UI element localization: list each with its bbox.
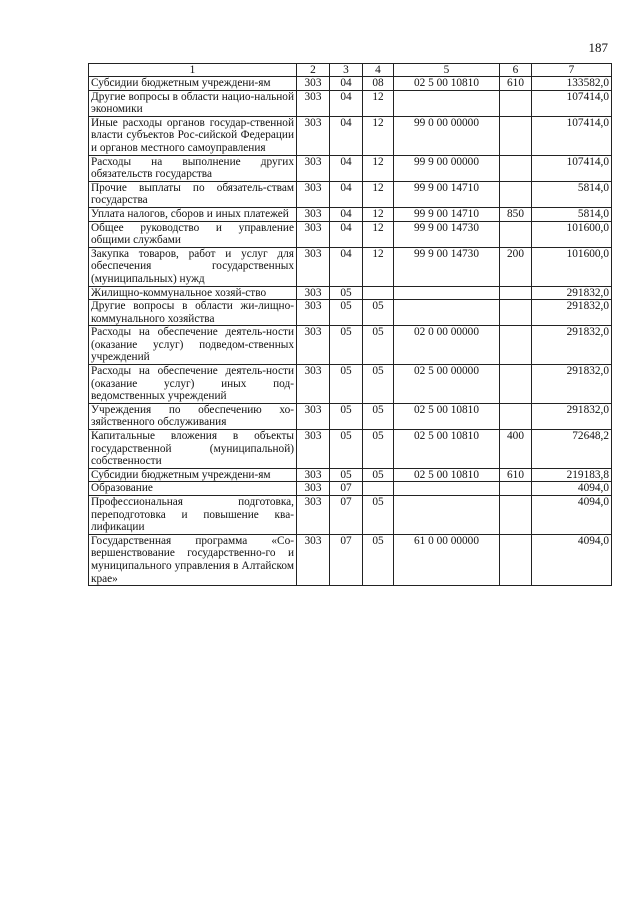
row-name-cell: Жилищно-коммунальное хозяй-ство — [89, 286, 297, 300]
department-code-cell: 303 — [297, 155, 330, 181]
target-article-cell: 02 5 00 10810 — [394, 77, 500, 91]
department-code-cell: 303 — [297, 430, 330, 469]
subsection-code-cell: 12 — [363, 247, 394, 286]
table-row — [89, 207, 612, 221]
amount-cell: 4094,0 — [532, 482, 612, 496]
column-header: 2 — [297, 64, 330, 77]
department-code-cell: 303 — [297, 496, 330, 535]
department-code-cell: 303 — [297, 534, 330, 585]
subsection-code-cell: 05 — [363, 534, 394, 585]
row-name-cell: Расходы на выполнение других обязательств государства — [89, 155, 297, 181]
amount-cell: 101600,0 — [532, 221, 612, 247]
target-article-cell: 99 9 00 14710 — [394, 181, 500, 207]
expense-type-cell — [500, 326, 532, 365]
row-name-cell: Учреждения по обеспечению хо-зяйственного обслуживания — [89, 403, 297, 429]
amount-cell: 5814,0 — [532, 181, 612, 207]
section-code-cell: 04 — [330, 116, 363, 155]
department-code-cell: 303 — [297, 482, 330, 496]
subsection-code-cell — [363, 286, 394, 300]
expense-type-cell: 400 — [500, 430, 532, 469]
subsection-code-cell: 05 — [363, 430, 394, 469]
target-article-cell — [394, 496, 500, 535]
expense-type-cell — [500, 365, 532, 404]
section-code-cell: 05 — [330, 430, 363, 469]
expense-type-cell — [500, 181, 532, 207]
target-article-cell: 99 9 00 14730 — [394, 221, 500, 247]
expense-type-cell: 850 — [500, 207, 532, 221]
column-header: 4 — [363, 64, 394, 77]
row-name-cell: Иные расходы органов государ-ственной власти субъектов Рос-сийской Федерации и органов местного самоуправления — [89, 116, 297, 155]
expense-type-cell — [500, 534, 532, 585]
subsection-code-cell: 05 — [363, 403, 394, 429]
section-code-cell: 04 — [330, 77, 363, 91]
row-name-cell: Другие вопросы в области нацио-нальной экономики — [89, 90, 297, 116]
table-row — [89, 496, 612, 535]
subsection-code-cell: 05 — [363, 300, 394, 326]
department-code-cell: 303 — [297, 90, 330, 116]
column-header: 1 — [89, 64, 297, 77]
table-row — [89, 430, 612, 469]
department-code-cell: 303 — [297, 116, 330, 155]
table-row — [89, 286, 612, 300]
row-name-cell: Расходы на обеспечение деятель-ности (оказание услуг) подведом-ственных учреждений — [89, 326, 297, 365]
amount-cell: 4094,0 — [532, 496, 612, 535]
subsection-code-cell: 12 — [363, 116, 394, 155]
department-code-cell: 303 — [297, 468, 330, 482]
target-article-cell: 99 9 00 14710 — [394, 207, 500, 221]
target-article-cell — [394, 90, 500, 116]
department-code-cell: 303 — [297, 365, 330, 404]
row-name-cell: Образование — [89, 482, 297, 496]
row-name-cell: Субсидии бюджетным учреждени-ям — [89, 77, 297, 91]
department-code-cell: 303 — [297, 286, 330, 300]
subsection-code-cell: 05 — [363, 468, 394, 482]
amount-cell: 291832,0 — [532, 326, 612, 365]
section-code-cell: 05 — [330, 403, 363, 429]
section-code-cell: 04 — [330, 247, 363, 286]
subsection-code-cell: 12 — [363, 155, 394, 181]
target-article-cell: 02 0 00 00000 — [394, 326, 500, 365]
expense-type-cell — [500, 90, 532, 116]
amount-cell: 291832,0 — [532, 403, 612, 429]
department-code-cell: 303 — [297, 326, 330, 365]
expense-type-cell — [500, 286, 532, 300]
table-row — [89, 482, 612, 496]
amount-cell: 291832,0 — [532, 286, 612, 300]
row-name-cell: Закупка товаров, работ и услуг для обеспечения государственных (муниципальных) нужд — [89, 247, 297, 286]
table-row — [89, 403, 612, 429]
expense-type-cell: 610 — [500, 468, 532, 482]
table-row — [89, 326, 612, 365]
section-code-cell: 07 — [330, 534, 363, 585]
subsection-code-cell: 05 — [363, 496, 394, 535]
column-header: 7 — [532, 64, 612, 77]
page-number: 187 — [588, 40, 608, 55]
row-name-cell: Расходы на обеспечение деятель-ности (оказание услуг) иных под-ведомственных учреждений — [89, 365, 297, 404]
target-article-cell — [394, 286, 500, 300]
table-row — [89, 181, 612, 207]
section-code-cell: 05 — [330, 326, 363, 365]
target-article-cell — [394, 482, 500, 496]
amount-cell: 219183,8 — [532, 468, 612, 482]
target-article-cell: 99 9 00 14730 — [394, 247, 500, 286]
department-code-cell: 303 — [297, 77, 330, 91]
amount-cell: 4094,0 — [532, 534, 612, 585]
amount-cell: 72648,2 — [532, 430, 612, 469]
table-row — [89, 155, 612, 181]
department-code-cell: 303 — [297, 247, 330, 286]
table-row — [89, 77, 612, 91]
budget-table — [88, 63, 612, 586]
target-article-cell — [394, 300, 500, 326]
section-code-cell: 05 — [330, 468, 363, 482]
subsection-code-cell: 12 — [363, 221, 394, 247]
expense-type-cell — [500, 300, 532, 326]
section-code-cell: 04 — [330, 155, 363, 181]
section-code-cell: 05 — [330, 300, 363, 326]
row-name-cell: Государственная программа «Со-вершенствование государственно-го и муниципального управления в Алтайском крае» — [89, 534, 297, 585]
amount-cell: 133582,0 — [532, 77, 612, 91]
table-row — [89, 116, 612, 155]
department-code-cell: 303 — [297, 300, 330, 326]
amount-cell: 5814,0 — [532, 207, 612, 221]
subsection-code-cell: 05 — [363, 365, 394, 404]
target-article-cell: 61 0 00 00000 — [394, 534, 500, 585]
expense-type-cell — [500, 403, 532, 429]
section-code-cell: 07 — [330, 496, 363, 535]
table-header-row — [89, 64, 612, 77]
section-code-cell: 04 — [330, 90, 363, 116]
amount-cell: 107414,0 — [532, 90, 612, 116]
expense-type-cell — [500, 221, 532, 247]
expense-type-cell — [500, 482, 532, 496]
row-name-cell: Другие вопросы в области жи-лищно-коммунального хозяйства — [89, 300, 297, 326]
column-header: 5 — [394, 64, 500, 77]
amount-cell: 291832,0 — [532, 365, 612, 404]
target-article-cell: 99 9 00 00000 — [394, 155, 500, 181]
subsection-code-cell: 12 — [363, 181, 394, 207]
department-code-cell: 303 — [297, 403, 330, 429]
row-name-cell: Уплата налогов, сборов и иных платежей — [89, 207, 297, 221]
subsection-code-cell: 05 — [363, 326, 394, 365]
row-name-cell: Субсидии бюджетным учреждени-ям — [89, 468, 297, 482]
row-name-cell: Профессиональная подготовка, переподготовка и повышение ква-лификации — [89, 496, 297, 535]
expense-type-cell: 200 — [500, 247, 532, 286]
department-code-cell: 303 — [297, 181, 330, 207]
subsection-code-cell: 08 — [363, 77, 394, 91]
target-article-cell: 02 5 00 10810 — [394, 430, 500, 469]
amount-cell: 107414,0 — [532, 155, 612, 181]
column-header: 6 — [500, 64, 532, 77]
target-article-cell: 99 0 00 00000 — [394, 116, 500, 155]
target-article-cell: 02 5 00 10810 — [394, 403, 500, 429]
table-row — [89, 247, 612, 286]
row-name-cell: Общее руководство и управление общими службами — [89, 221, 297, 247]
table-row — [89, 468, 612, 482]
row-name-cell: Капитальные вложения в объекты государственной (муниципальной) собственности — [89, 430, 297, 469]
amount-cell: 107414,0 — [532, 116, 612, 155]
target-article-cell: 02 5 00 10810 — [394, 468, 500, 482]
expense-type-cell — [500, 496, 532, 535]
expense-type-cell: 610 — [500, 77, 532, 91]
table-row — [89, 300, 612, 326]
section-code-cell: 04 — [330, 207, 363, 221]
section-code-cell: 05 — [330, 286, 363, 300]
subsection-code-cell: 12 — [363, 90, 394, 116]
table-row — [89, 221, 612, 247]
department-code-cell: 303 — [297, 221, 330, 247]
section-code-cell: 04 — [330, 181, 363, 207]
subsection-code-cell — [363, 482, 394, 496]
amount-cell: 101600,0 — [532, 247, 612, 286]
table-row — [89, 90, 612, 116]
section-code-cell: 07 — [330, 482, 363, 496]
section-code-cell: 05 — [330, 365, 363, 404]
amount-cell: 291832,0 — [532, 300, 612, 326]
section-code-cell: 04 — [330, 221, 363, 247]
subsection-code-cell: 12 — [363, 207, 394, 221]
table-row — [89, 365, 612, 404]
row-name-cell: Прочие выплаты по обязатель-ствам государства — [89, 181, 297, 207]
table-row — [89, 534, 612, 585]
department-code-cell: 303 — [297, 207, 330, 221]
expense-type-cell — [500, 155, 532, 181]
column-header: 3 — [330, 64, 363, 77]
expense-type-cell — [500, 116, 532, 155]
target-article-cell: 02 5 00 00000 — [394, 365, 500, 404]
